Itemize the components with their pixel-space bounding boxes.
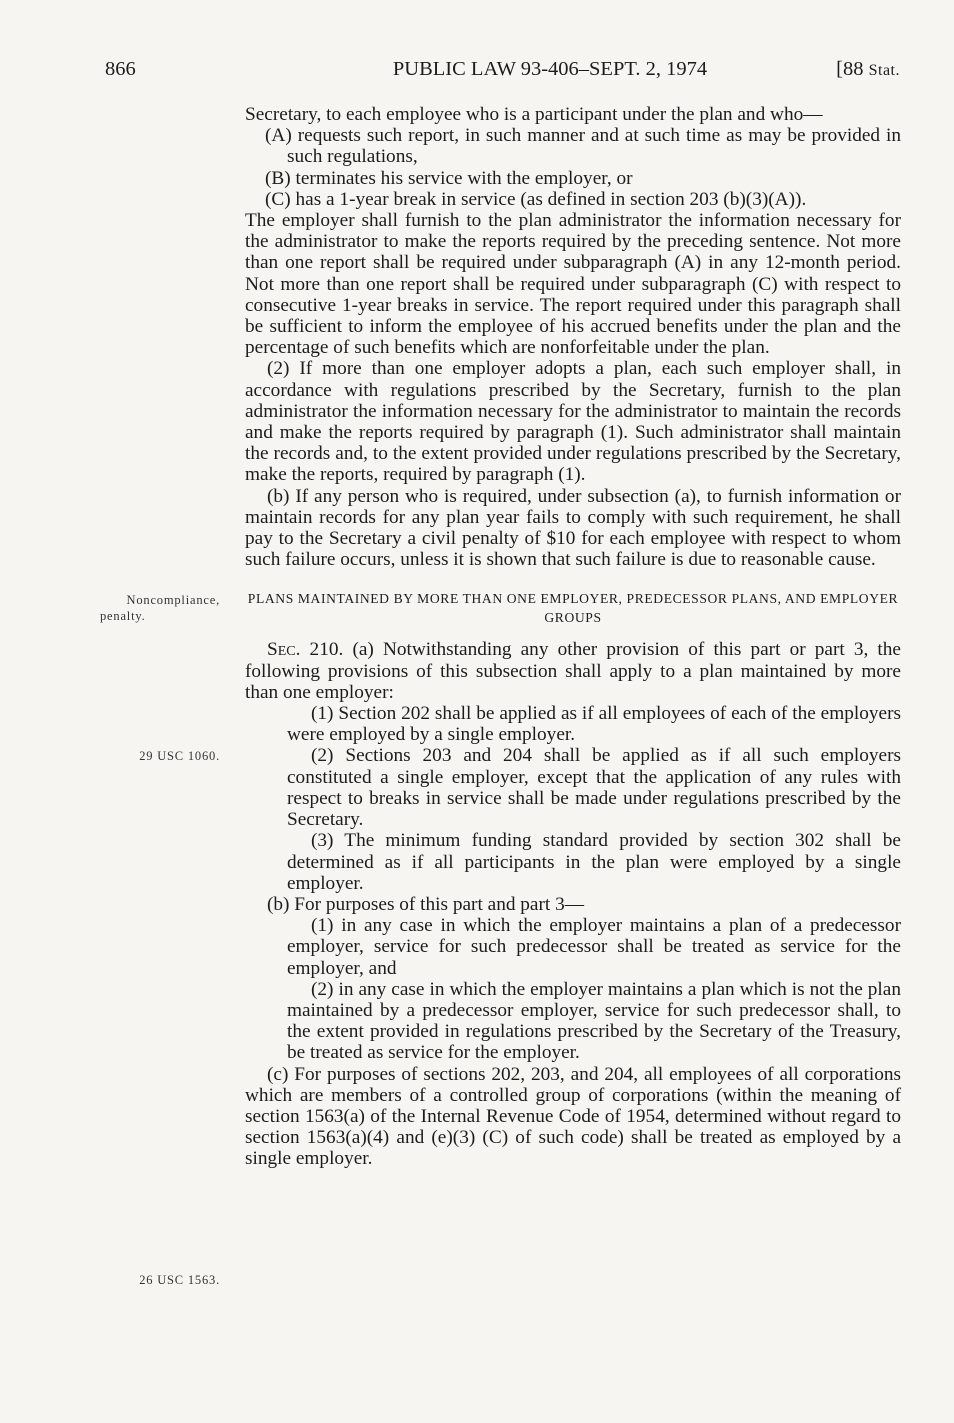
section-label: Sec. 210. (267, 639, 344, 661)
margin-note-noncompliance (100, 592, 220, 624)
subsection-item-a1: (1) Section 202 shall be applied as if all employees of each of the employers were employed by a single employer. (287, 703, 901, 746)
statute-reference (836, 58, 900, 81)
document-body (245, 104, 901, 1170)
margin-note-usc-1563: 26 USC 1563. (139, 1273, 220, 1287)
subsection-c: (c) For purposes of sections 202, 203, and 204, all employees of all corporations which are members of a controlled group of corporations (within the meaning of section 1563(a) of the Internal Revenue Code of 1954, determined without regard to section 1563(a)(4) and (e)(3) (C) of such code) shall be treated as employed by a single employer. (245, 1063, 901, 1170)
paragraph: Secretary, to each employee who is a participant under the plan and who— (245, 104, 823, 125)
subsection-item-b1: (1) in any case in which the employer maintains a plan of a predecessor employer, service for such predecessor shall be treated as service for the employer, and (287, 915, 901, 979)
section-heading: PLANS MAINTAINED BY MORE THAN ONE EMPLOYER, PREDECESSOR PLANS, AND EMPLOYER GROUPS (247, 591, 899, 626)
subsection-item-b2: (2) in any case in which the employer maintains a plan which is not the plan maintained by a predecessor employer, service for such predecessor shall, to the extent provided in regulations prescribed by the Secretary of the Treasury, be treated as service for the employer. (287, 978, 901, 1064)
statute-volume: [88 (836, 58, 864, 80)
section-text: (a) Notwithstanding any other provision of this part or part 3, the following provisions of this subsection shall apply to a plan maintained by more than one employer: (245, 639, 901, 703)
paragraph-item-c: (C) has a 1-year break in service (as defined in section 203 (b)(3)(A)). (265, 188, 807, 210)
paragraph-penalty: (b) If any person who is required, under subsection (a), to furnish information or maintain records for any plan year fails to comply with such requirement, he shall pay to the Secretary a civil penalty of $10 for each employee with respect to whom such failure occurs, unless it is shown that such failure is due to reasonable cause. (245, 485, 901, 571)
subsection-b: (b) For purposes of this part and part 3— (267, 893, 585, 915)
page-number: 866 (105, 58, 136, 80)
paragraph-item-a: (A) requests such report, in such manner and at such time as may be provided in such regulations, (265, 125, 901, 168)
running-title: PUBLIC LAW 93-406–SEPT. 2, 1974 (392, 58, 708, 80)
section-210-a (245, 639, 901, 703)
margin-note-usc-1060: 29 USC 1060. (139, 749, 220, 763)
statute-word: Stat. (868, 62, 900, 79)
page-header (105, 58, 900, 88)
margin-note-line: penalty. (100, 609, 146, 623)
subsection-item-a3: (3) The minimum funding standard provided by section 302 shall be determined as if all participants in the plan were employed by a single employer. (287, 830, 901, 894)
subsection-item-a2: (2) Sections 203 and 204 shall be applied as if all such employers constituted a single employer, except that the application of any rules with respect to breaks in service shall be made under regulations prescribed by the Secretary. (287, 745, 901, 831)
margin-note-line: Noncompliance, (126, 593, 220, 607)
paragraph: The employer shall furnish to the plan administrator the information necessary for the administrator to make the reports required by the preceding sentence. Not more than one report shall be required under subparagraph (A) in any 12-month period. Not more than one report shall be required under subparagraph (C) with respect to consecutive 1-year breaks in service. The report required under this paragraph shall be sufficient to inform the employee of his accrued benefits under the plan and the percentage of such benefits which are nonforfeitable under the plan. (245, 210, 901, 359)
paragraph-item-b: (B) terminates his service with the employer, or (265, 167, 633, 189)
paragraph: (2) If more than one employer adopts a plan, each such employer shall, in accordance with regulations prescribed by the Secretary, furnish to the plan administrator the information necessary for the administrator to maintain the records and make the reports required by paragraph (1). Such administrator shall maintain the records and, to the extent provided under regulations prescribed by the Secretary, make the reports, required by paragraph (1). (245, 358, 901, 486)
